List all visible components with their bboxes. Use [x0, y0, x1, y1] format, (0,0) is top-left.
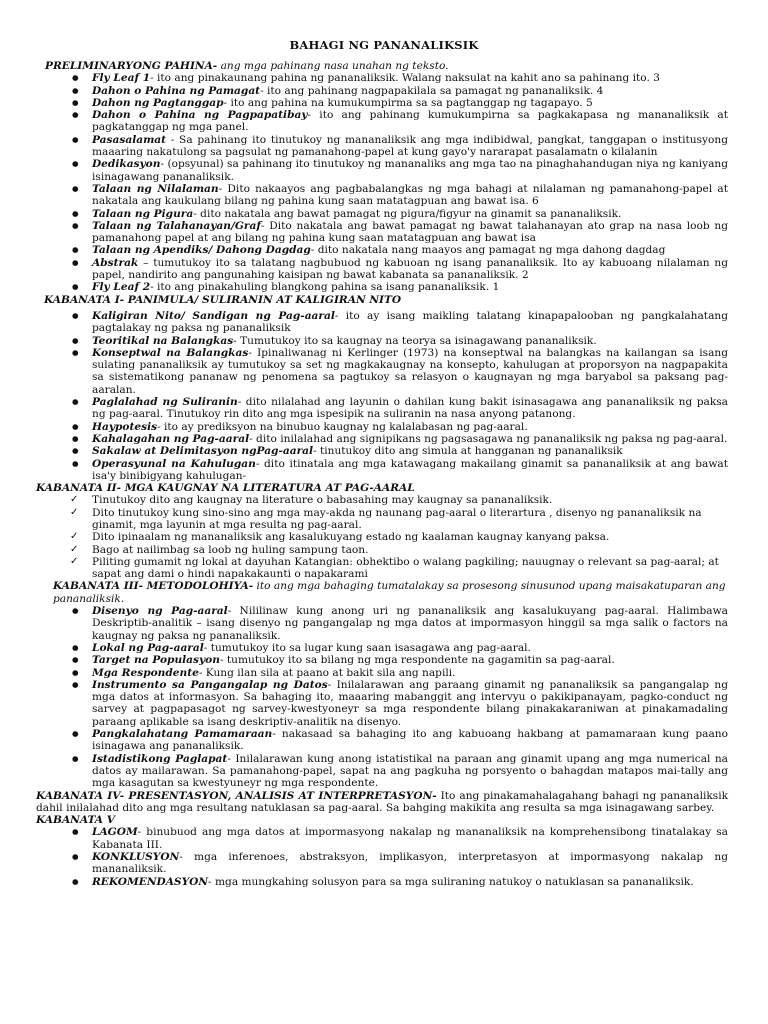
list-item: ● Konseptwal na Balangkas- Ipinaliwanag ni Kerlinger (1973) na konseptwal na balangkas na kailangan sa isang sulating pananaliksik ay tumutukoy sa set ng magkakaugnay na konsepto, kahulugan at proporsyon na nagpapakita sa sistematikong pananaw ng penomena sa pagtukoy sa relasyon o kaugnayan ng mga baryabol sa paksang pag-aaralan.	[36, 347, 728, 396]
list-item: ● Dahon ng Pagtanggap- ito ang pahina na kumukumpirma sa sa pagtanggap ng tagapayo. 5	[36, 97, 728, 109]
list-item: ● Haypotesis- ito ay prediksyon na binubuo kaugnay ng kalalabasan ng pag-aaral.	[36, 421, 728, 433]
list-item: ● Abstrak – tumutukoy ito sa talatang nagbubuod ng kabuoan ng isang pananaliksik. Ito ay kabuoang nilalaman ng papel, nandirito ang pangunahing kaisipan ng bawat kabanata sa pananaliksik. 2	[36, 257, 728, 282]
list-item: ✓ Tinutukoy dito ang kaugnay na literature o babasahing may kaugnay sa pananaliksik.	[36, 494, 728, 506]
list-item: ● Sakalaw at Delimitasyon ngPag-aaral- tinutukoy dito ang simula at hangganan ng pananaliksik	[36, 445, 728, 457]
list-item: ● Fly Leaf 1- ito ang pinakaunang pahina ng pananaliksik. Walang naksulat na kahit ano sa pahinang ito. 3	[36, 72, 728, 84]
list-item: ● Kahalagahan ng Pag-aaral- dito inilalahad ang signipikans ng pagsasagawa ng pananaliksik ng paksa ng pag-aaral.	[36, 433, 728, 445]
list-item: ● Talaan ng Pigura- dito nakatala ang bawat pamagat ng pigura/figyur na ginamit sa pananaliksik.	[36, 208, 728, 220]
kabanata-5-list	[36, 826, 728, 887]
section-heading-kabanata-4: KABANATA IV- PRESENTASYON, ANALISIS AT INTERPRETASYON- Ito ang pinakamahalagahang bahagi ng pananaliksik dahil inilalahad dito ang mga resultang natuklasan sa pag-aaral. Sa bahging makikita ang resulta sa mga isinagawang sarbey.	[36, 789, 729, 814]
kabanata-2-list	[36, 494, 728, 580]
section-heading-kabanata-1: KABANATA I- PANIMULA/ SULIRANIN AT KALIGIRAN NITO	[44, 293, 402, 306]
list-item: ● KONKLUSYON- mga inferenoes, abstraksyon, implikasyon, interpretasyon at impormasyong nakalap ng mananaliksik.	[36, 851, 728, 876]
list-item: ● LAGOM- binubuod ang mga datos at impormasyong nakalap ng mananaliksik na komprehensibong tinatalakay sa Kabanata III.	[36, 826, 728, 851]
list-item: ● REKOMENDASYON- mga mungkahing solusyon para sa mga suliraning natukoy o natuklasan sa pananaliksik.	[36, 876, 728, 888]
list-item: ● Dedikasyon- (opsyunal) sa pahinang ito tinutukoy ng mananaliks ang mga tao na pinaghahandugan niya ng kaniyang isinagawang pananaliksik.	[36, 158, 728, 183]
list-item: ● Talaan ng Nilalaman- Dito nakaayos ang pagbabalangkas ng mga bahagi at nilalaman ng pamanahong-papel at nakatala ang kaukulang bilang ng pahina kung saan matatagpuan ang bawat isa. 6	[36, 183, 728, 208]
list-item: ● Talaan ng Apendiks/ Dahong Dagdag- dito nakatala nang maayos ang pamagat ng mga dahong dagdag	[36, 244, 728, 256]
list-item: ● Fly Leaf 2- ito ang pinakahuling blangkong pahina sa isang pananaliksik. 1	[36, 281, 728, 293]
section-heading-kabanata-5: KABANATA V	[36, 814, 115, 827]
list-item: ● Instrumento sa Pangangalap ng Datos- Inilalarawan ang paraang ginamit ng pananaliksik sa pangangalap ng mga datos at informasyon. Sa bahaging ito, maaaring mabanggit ang intervyu o pakikipanayam, pagko-conduct ng sarvey at pagpapasagot ng sarvey-kwestyoneyr sa mga respondente bilang pinakakaraniwan at pinakamadaling paraang aplikable sa isang deskriptiv-analitik na disenyo.	[36, 679, 728, 728]
section-heading-preliminary: PRELIMINARYONG PAHINA- ang mga pahinang nasa unahan ng teksto.	[45, 60, 449, 72]
list-item: ● Talaan ng Talahanayan/Graf- Dito nakatala ang bawat pamagat ng bawat talahanayan ato grap na nasa loob ng pamanahong papel at ang bilang ng pahina kung saan matatagpuan ang bawat isa	[36, 220, 728, 245]
list-item: ✓ Bago at nailimbag sa loob ng huling sampung taon.	[36, 544, 728, 556]
list-item: ● Pangkalahatang Pamamaraan- nakasaad sa bahaging ito ang kabuoang hakbang at pamamaraan kung paano isinagawa ang pananaliksik.	[36, 728, 728, 753]
kabanata-3-list	[36, 605, 728, 789]
list-item: ● Teoritikal na Balangkas- Tumutukoy ito sa kaugnay na teorya sa isinagawang pananaliksik.	[36, 335, 728, 347]
section-heading-kabanata-2: KABANATA II- MGA KAUGNAY NA LITERATURA AT PAG-AARAL	[36, 482, 415, 495]
preliminary-list	[36, 72, 728, 293]
list-item: ● Mga Respondente- Kung ilan sila at paano at bakit sila ang napili.	[36, 667, 728, 679]
list-item: ● Lokal ng Pag-aaral- tumutukoy ito sa lugar kung saan isasagawa ang pag-aaral.	[36, 642, 728, 654]
list-item: ● Dahon o Pahina ng Pamagat- ito ang pahinang nagpapakilala sa pamagat ng pananaliksik. 4	[36, 85, 728, 97]
list-item: ● Istadistikong Paglapat- Inilalarawan kung anong istatistikal na paraan ang ginamit upang ang mga numerical na datos ay mailarawan. Sa pamanahong-papel, sapat na ang pagkuha ng porsyento o bahagdan matapos mai-tally ang mga kasagutan sa kwestyuneyr ng mga respondente.	[36, 753, 728, 790]
list-item: ● Paglalahad ng Suliranin- dito nilalahad ang layunin o dahilan kung bakit isinasagawa ang pananaliksik ng paksa ng pag-aaral. Tinutukoy rin dito ang mga ispesipik na suliranin na nasa anyong patanong.	[36, 396, 728, 421]
list-item: ● Pasasalamat - Sa pahinang ito tinutukoy ng mananaliksik ang mga indibidwal, pangkat, tanggapan o institusyong maaaring nakatulong sa pagsulat ng pamanahong-papel at kung gayo'y nararapat pasalamatn o kilalanin	[36, 134, 728, 159]
list-item: ● Target na Populasyon- tumutukoy ito sa bilang ng mga respondente na gagamitin sa pag-aaral.	[36, 654, 728, 666]
list-item: ● Operasyunal na Kahulugan- dito itinatala ang mga katawagang makailang ginamit sa pananaliksik at ang bawat isa'y binibigyang kahulugan-	[36, 458, 728, 483]
document-title: BAHAGI NG PANANALIKSIK	[289, 38, 479, 52]
list-item: ● Kaligiran Nito/ Sandigan ng Pag-aaral- ito ay isang maikling talatang kinapapalooban ng pangkalahatang pagtalakay ng paksa ng pananaliksik	[36, 310, 728, 335]
list-item: ✓ Dito ipinaalam ng mananaliksik ang kasalukuyang estado ng kaalaman kaugnay kanyang paksa.	[36, 531, 728, 543]
list-item: ● Disenyo ng Pag-aaral- Nililinaw kung anong uri ng pananaliksik ang kasalukuyang pag-aaral. Halimbawa Deskriptib-analitik – isang disenyo ng pangangalap ng mga datos at impormasyon hinggil sa mga salik o factors na kaugnay ng paksa ng pananaliksik.	[36, 605, 728, 642]
kabanata-1-list	[36, 310, 728, 482]
document-body	[36, 60, 728, 888]
list-item: ● Dahon o Pahina ng Pagpapatibay- ito ang pahinang kumukumpirna sa pagkakapasa ng mananaliksik at pagkatanggap ng mga panel.	[36, 109, 728, 134]
list-item: ✓ Piliting gumamit ng lokal at dayuhan Katangian: obhektibo o walang pagkiling; nauugnay o relevant sa pag-aaral; at sapat ang dami o hindi napakakaunti o napakarami	[36, 556, 728, 581]
list-item: ✓ Dito tinutukoy kung sino-sino ang mga may-akda ng naunang pag-aaral o literartura , disenyo ng pananaliksik na ginamit, mga layunin at mga resulta ng pag-aaral.	[36, 507, 728, 532]
section-heading-kabanata-3: KABANATA III- METODOLOHIYA- ito ang mga bahaging tumatalakay sa prosesong sinusunod upang maisakatuparan ang pananaliksik.	[53, 580, 726, 605]
